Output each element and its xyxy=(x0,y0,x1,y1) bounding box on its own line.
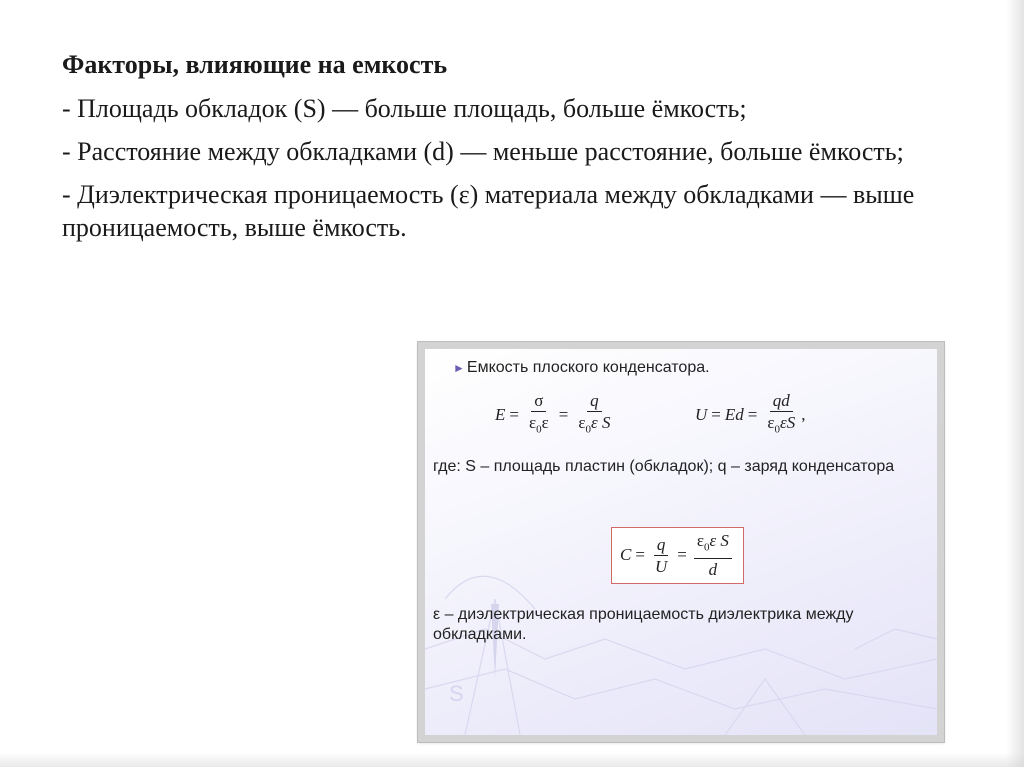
fraction-qd-num: qd xyxy=(770,391,793,412)
figure-title-text: Емкость плоского конденсатора. xyxy=(466,359,710,376)
svg-text:S: S xyxy=(449,681,464,706)
fraction-q-num: q xyxy=(587,391,602,412)
slide-right-shadow xyxy=(1006,0,1024,767)
formula-field-strength: E = $\frac{\sigma}{\varepsilon_0\varepsilon}$ = $\frac{q}{\varepsilon_0\varepsilon S}$ xyxy=(495,391,616,439)
slide-heading: Факторы, влияющие на емкость xyxy=(62,50,448,79)
fraction-q xyxy=(575,391,613,439)
permittivity-definition: ε – диэлектрическая проницаемость диэлектрика между обкладками. xyxy=(433,606,854,643)
formula-comma: , xyxy=(801,405,806,425)
formula-voltage: U = Ed = $\frac{qd}{\varepsilon_0\varepsilon S}$ , xyxy=(695,391,805,439)
fraction-eps-s-num: $\varepsilon_0\varepsilon$ S xyxy=(694,531,732,559)
triangle-bullet-icon: ► xyxy=(453,361,465,375)
fraction-sigma-num: σ xyxy=(531,391,546,412)
capacitance-formula-box: C = $\frac{q}{U}$ = $\frac{\varepsilon_0\varepsilon S}{d}$ xyxy=(611,527,744,584)
fraction-eps-s-over-d xyxy=(694,531,732,579)
fraction-qd xyxy=(764,391,798,439)
bullet-distance: - Расстояние между обкладками (d) — меньше расстояние, больше ёмкость; xyxy=(62,137,904,166)
bullet-area: - Площадь обкладок (S) — больше площадь, больше ёмкость; xyxy=(62,94,747,123)
fraction-sigma xyxy=(526,391,552,439)
ed-term: Ed xyxy=(724,405,744,425)
fraction-sigma-den: $\varepsilon_0\varepsilon$ xyxy=(528,413,549,436)
u-symbol: U xyxy=(695,405,708,425)
fraction-q-over-u-den: U xyxy=(654,556,668,576)
c-symbol: C xyxy=(620,545,632,565)
e-symbol: E xyxy=(495,405,506,425)
slide-bottom-shadow xyxy=(0,753,1024,767)
capacitor-formula-image xyxy=(418,342,944,742)
slide-text-block xyxy=(62,48,962,254)
fraction-q-over-u-num: q xyxy=(654,535,669,556)
fraction-d-den: d xyxy=(708,560,718,580)
fraction-q-den: $\varepsilon_0\varepsilon$ S xyxy=(578,413,611,436)
fraction-q-over-u xyxy=(652,535,670,576)
where-definitions: где: S – площадь пластин (обкладок); q – заряд конденсатора xyxy=(433,458,895,475)
fraction-qd-den: $\varepsilon_0\varepsilon S$ xyxy=(767,413,796,436)
bullet-permittivity: - Диэлектрическая проницаемость (ε) материала между обкладками — выше проницаемость, выше ёмкость. xyxy=(62,180,915,242)
figure-title xyxy=(453,359,710,377)
